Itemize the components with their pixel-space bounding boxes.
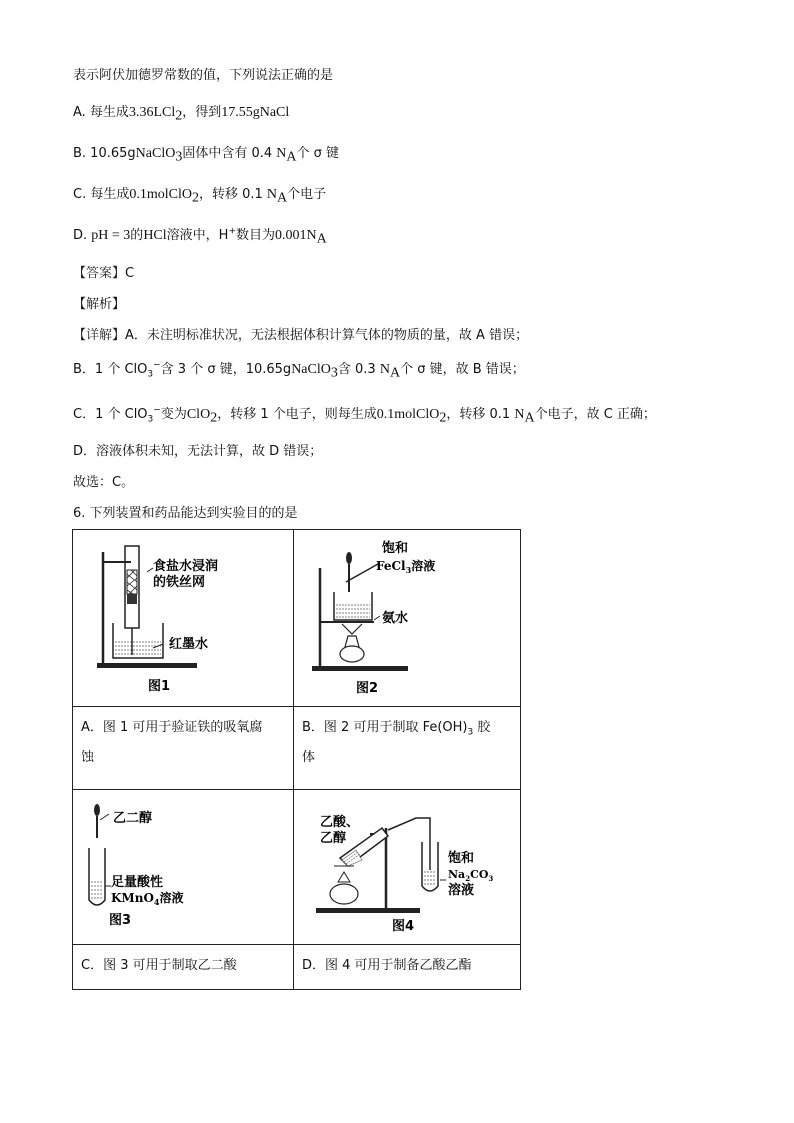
fig-option-a-line2: 蚀	[81, 750, 95, 765]
detail-c-f2s: 2	[439, 410, 447, 426]
option-a-prefix: A. 每生成	[73, 105, 129, 120]
detail-c-p3: ，转移 1 个电子，则每生成	[217, 407, 377, 422]
detail-c-na: N	[514, 407, 525, 422]
detail-c	[73, 406, 656, 424]
option-d-ph: pH = 3	[91, 228, 131, 243]
option-b-mid: 固体中含有 0.4	[182, 146, 277, 161]
detail-b-formula: NaClO	[291, 362, 331, 377]
figure-3-cell	[73, 790, 294, 945]
detail-c-p5: 个电子，故 C 正确；	[534, 407, 656, 422]
option-c-cell	[73, 945, 294, 990]
option-d-hcl: HCl	[143, 228, 167, 243]
detail-b-nas: A	[389, 365, 401, 381]
fig3-caption: 图3	[109, 913, 132, 928]
figure-2	[294, 530, 520, 706]
option-b-formula: NaClO	[135, 146, 176, 161]
fig-option-b-line1	[302, 713, 512, 743]
detail-b-na: N	[379, 362, 390, 377]
figure-3	[73, 790, 293, 944]
fig3-label-3: KMnO$_4$溶液	[111, 891, 184, 907]
option-a-mid: ，得到	[182, 105, 222, 120]
figure-4-cell	[294, 790, 521, 945]
detail-c-nas: A	[524, 410, 535, 426]
fig-option-b-text: B．图 2 可用于制取 Fe(OH)	[302, 720, 468, 735]
detail-c-p4: ，转移 0.1	[446, 407, 515, 422]
fig-option-b-sub: 3	[467, 727, 474, 738]
detail-c-f2: 0.1molClO	[376, 407, 440, 422]
option-b-na: N	[276, 146, 287, 161]
detail-b	[73, 361, 525, 379]
fig4-label-3: 饱和	[448, 851, 475, 866]
detail-a-text: A．未注明标准状况，无法根据体积计算气体的物质的量，故 A 错误；	[125, 328, 529, 343]
detail-b-p3: 含 0.3	[337, 362, 380, 377]
figure-1	[73, 530, 293, 706]
option-d-cell	[294, 945, 521, 990]
fig2-label-2: FeCl$_3$溶液	[376, 559, 436, 575]
question-stem: 表示阿伏加德罗常数的值，下列说法正确的是	[73, 68, 334, 83]
fig2-label-1: 饱和	[382, 541, 409, 556]
fig2-label-3: 氨水	[382, 611, 409, 626]
choice-line: 故选：C。	[73, 475, 135, 490]
detail-label: 【详解】	[73, 328, 126, 343]
figure-4	[294, 790, 520, 944]
option-d-val: 0.001N	[275, 228, 317, 243]
apparatus-table	[72, 529, 521, 990]
detail-b-sup1: −	[153, 360, 161, 371]
detail-b-p4: 个 σ 键，故 B 错误；	[400, 362, 525, 377]
fig3-label-1: 乙二醇	[113, 811, 153, 826]
option-d	[73, 227, 327, 245]
option-b-cell	[294, 707, 521, 790]
detail-b-fs: 3	[330, 365, 338, 381]
fig4-label-2: 乙醇	[320, 831, 347, 846]
option-a-formula-1: 3.36LCl	[128, 105, 176, 120]
fig-option-c: C．图 3 可用于制取乙二酸	[81, 958, 237, 973]
fig4-label-1: 乙酸、	[320, 815, 360, 830]
option-b	[73, 145, 339, 163]
fig-option-a	[73, 707, 293, 773]
fig-option-b-tail: 胶	[473, 720, 491, 735]
option-d-mid1: 的	[130, 228, 144, 243]
detail-c-f1: ClO	[186, 407, 211, 422]
figure-4-drawing	[294, 790, 520, 944]
figure-3-drawing	[73, 790, 293, 944]
fig3-label-2: 足量酸性	[111, 875, 164, 890]
fig-option-b-line2: 体	[302, 750, 316, 765]
analysis-label: 【解析】	[73, 297, 126, 312]
option-d-prefix: D.	[73, 228, 92, 243]
figure-1-drawing	[73, 530, 293, 706]
fig4-caption: 图4	[392, 919, 415, 934]
option-c-formula: 0.1molClO	[129, 187, 192, 202]
fig-option-b	[294, 707, 520, 773]
option-d-hsup: +	[228, 226, 236, 237]
fig-option-d: D．图 4 可用于制备乙酸乙酯	[302, 958, 472, 973]
option-a	[73, 104, 289, 122]
option-b-prefix: B. 10.65g	[73, 146, 136, 161]
option-c-mid: ，转移 0.1	[198, 187, 267, 202]
detail-b-p2: 含 3 个 σ 键，10.65g	[160, 362, 292, 377]
fig1-caption: 图1	[148, 679, 171, 694]
fig1-label-1: 食盐水浸润	[153, 559, 219, 574]
option-b-na-sub: A	[286, 149, 297, 165]
option-b-sub: 3	[175, 149, 183, 165]
option-c	[73, 186, 326, 204]
fig4-label-5: 溶液	[448, 883, 475, 898]
detail-c-s1: 3	[147, 414, 154, 425]
fig-option-a-line1: A．图 1 可用于验证铁的吸氧腐	[81, 720, 263, 735]
option-c-na: N	[266, 187, 278, 202]
answer-label: 【答案】	[73, 266, 126, 281]
option-d-val-sub: A	[316, 231, 327, 247]
option-d-mid2: 溶液中，H	[166, 228, 229, 243]
detail-c-p2: 变为	[160, 407, 187, 422]
option-c-tail: 个电子	[287, 187, 327, 202]
answer-line	[73, 265, 134, 283]
detail-c-f1s: 2	[210, 410, 218, 426]
option-a-sub: 2	[175, 108, 183, 124]
question6-stem: 6. 下列装置和药品能达到实验目的的是	[73, 506, 298, 521]
fig1-label-3: 红墨水	[169, 637, 209, 652]
option-c-sub: 2	[191, 190, 199, 206]
detail-b-s1: 3	[147, 369, 154, 380]
fig4-label-4: $Na_2CO_3$	[448, 868, 494, 883]
option-d-mid3: 数目为	[235, 228, 275, 243]
option-c-na-sub: A	[277, 190, 288, 206]
answer-value: C	[125, 266, 135, 281]
detail-a	[73, 327, 528, 345]
option-c-prefix: C. 每生成	[73, 187, 130, 202]
figure-2-cell	[294, 530, 521, 707]
figure-2-drawing	[294, 530, 520, 706]
option-b-tail: 个 σ 键	[296, 146, 340, 161]
detail-d: D．溶液体积未知，无法计算，故 D 错误；	[73, 444, 323, 459]
fig2-caption: 图2	[356, 681, 379, 696]
option-a-formula-2: 17.55gNaCl	[221, 105, 290, 120]
detail-b-p1: B．1 个 ClO	[73, 362, 148, 377]
figure-1-cell	[73, 530, 294, 707]
fig1-label-2: 的铁丝网	[153, 575, 206, 590]
detail-c-sup1: −	[153, 405, 161, 416]
option-a-cell	[73, 707, 294, 790]
detail-c-p1: C．1 个 ClO	[73, 407, 148, 422]
